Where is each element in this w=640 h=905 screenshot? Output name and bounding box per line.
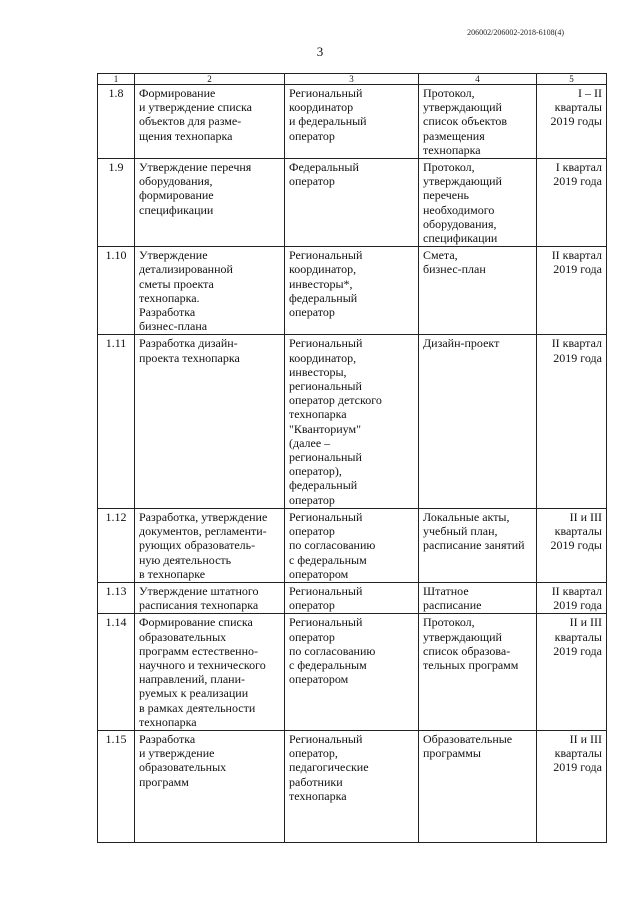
term-cell: II и III кварталы 2019 года xyxy=(537,730,607,842)
term-cell: II и III кварталы 2019 года xyxy=(537,614,607,731)
executor-cell: Региональный координатор и федеральный оператор xyxy=(285,85,419,159)
table-row xyxy=(98,730,607,842)
result-cell: Локальные акты, учебный план, расписание занятий xyxy=(419,508,537,582)
page-number: 3 xyxy=(316,44,324,59)
row-number: 1.14 xyxy=(98,614,135,731)
column-header: 1 xyxy=(98,74,135,85)
result-cell: Протокол, утверждающий список объектов размещения технопарка xyxy=(419,85,537,159)
task-cell: Утверждение детализированной сметы проекта технопарка. Разработка бизнес-плана xyxy=(135,247,285,335)
executor-cell: Региональный оператор xyxy=(285,582,419,613)
table-row xyxy=(98,159,607,247)
executor-cell: Региональный координатор, инвесторы, региональный оператор детского технопарка "Кванториум" (далее – региональный оператор), федеральный оператор xyxy=(285,335,419,508)
table-row xyxy=(98,85,607,159)
executor-cell: Региональный координатор, инвесторы*, федеральный оператор xyxy=(285,247,419,335)
result-cell: Протокол, утверждающий список образова- тельных программ xyxy=(419,614,537,731)
result-cell: Образовательные программы xyxy=(419,730,537,842)
table-row xyxy=(98,335,607,508)
task-cell: Формирование и утверждение списка объектов для разме- щения технопарка xyxy=(135,85,285,159)
row-number: 1.15 xyxy=(98,730,135,842)
result-cell: Протокол, утверждающий перечень необходимого оборудования, спецификации xyxy=(419,159,537,247)
executor-cell: Региональный оператор, педагогические работники технопарка xyxy=(285,730,419,842)
task-cell: Разработка и утверждение образовательных программ xyxy=(135,730,285,842)
column-header: 3 xyxy=(285,74,419,85)
term-cell: II квартал 2019 года xyxy=(537,335,607,508)
table-row xyxy=(98,582,607,613)
result-cell: Штатное расписание xyxy=(419,582,537,613)
column-header: 4 xyxy=(419,74,537,85)
task-cell: Утверждение перечня оборудования, формирование спецификации xyxy=(135,159,285,247)
executor-cell: Региональный оператор по согласованию с федеральным оператором xyxy=(285,614,419,731)
term-cell: I квартал 2019 года xyxy=(537,159,607,247)
table-row xyxy=(98,614,607,731)
result-cell: Дизайн-проект xyxy=(419,335,537,508)
row-number: 1.9 xyxy=(98,159,135,247)
row-number: 1.11 xyxy=(98,335,135,508)
column-header: 2 xyxy=(135,74,285,85)
task-cell: Разработка, утверждение документов, регламенти- рующих образователь- ную деятельность в технопарке xyxy=(135,508,285,582)
executor-cell: Федеральный оператор xyxy=(285,159,419,247)
table-row xyxy=(98,247,607,335)
term-cell: II квартал 2019 года xyxy=(537,247,607,335)
row-number: 1.12 xyxy=(98,508,135,582)
executor-cell: Региональный оператор по согласованию с федеральным оператором xyxy=(285,508,419,582)
column-header: 5 xyxy=(537,74,607,85)
row-number: 1.8 xyxy=(98,85,135,159)
row-number: 1.13 xyxy=(98,582,135,613)
document-number: 206002/206002-2018-6108(4) xyxy=(467,28,564,37)
plan-table xyxy=(97,73,607,843)
task-cell: Формирование списка образовательных программ естественно- научного и технического направлений, плани- руемых к реализации в рамках деятельности технопарка xyxy=(135,614,285,731)
term-cell: II и III кварталы 2019 годы xyxy=(537,508,607,582)
task-cell: Утверждение штатного расписания технопарка xyxy=(135,582,285,613)
task-cell: Разработка дизайн- проекта технопарка xyxy=(135,335,285,508)
table-header-row xyxy=(98,74,607,85)
term-cell: I – II кварталы 2019 годы xyxy=(537,85,607,159)
table-row xyxy=(98,508,607,582)
term-cell: II квартал 2019 года xyxy=(537,582,607,613)
result-cell: Смета, бизнес-план xyxy=(419,247,537,335)
row-number: 1.10 xyxy=(98,247,135,335)
